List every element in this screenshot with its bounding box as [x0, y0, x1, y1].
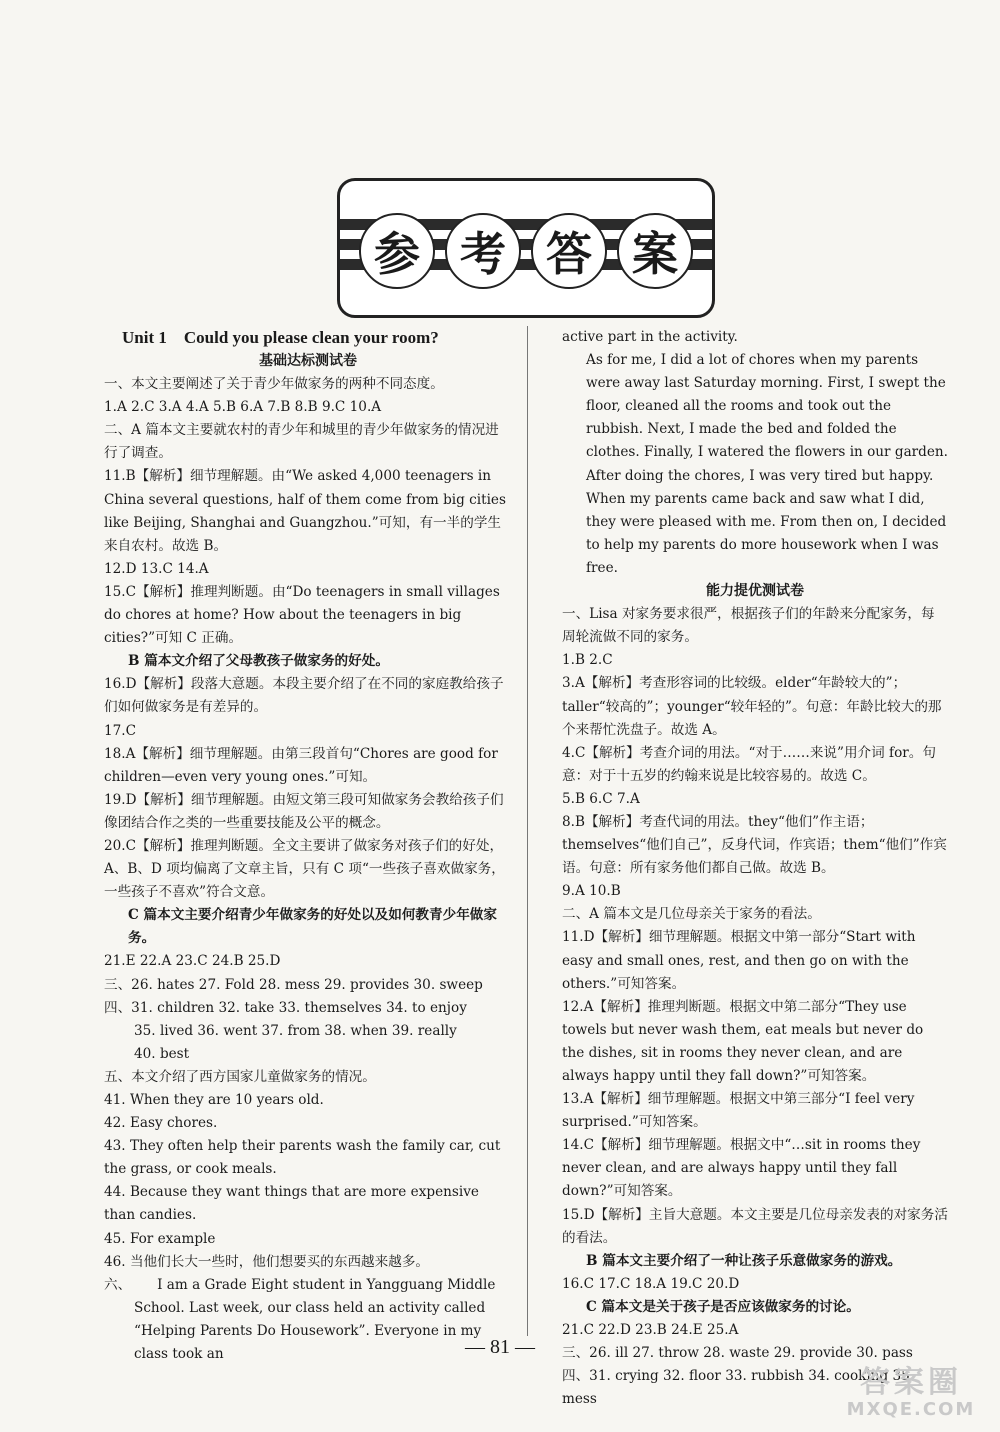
answer-line: 20.C【解析】推理判断题。全文主要讲了做家务对孩子们的好处，A、B、D 项均偏离了文章主旨，只有 C 项“一些孩子喜欢做家务，一些孩子不喜欢”符合文意。 — [104, 837, 505, 901]
banner-char: 案 — [617, 213, 693, 289]
answer-line: 8.B【解析】考查代词的用法。they“他们”作主语；themselves“他们自己”，反身代词，作宾语；them“他们”作宾语。句意：所有家务他们都自己做。故选 B。 — [562, 813, 947, 877]
column-divider — [527, 326, 528, 1336]
answer-line: 二、A 篇本文主要就农村的青少年和城里的青少年做家务的情况进行了调查。 — [104, 422, 499, 462]
answer-line: 五、本文介绍了西方国家儿童做家务的情况。 — [104, 1068, 376, 1085]
banner-char: 答 — [531, 213, 607, 289]
watermark-url: MXQE.COM — [846, 1399, 976, 1420]
answer-line: 四、31. crying 32. floor 33. rubbish 34. cooking 35. mess — [562, 1368, 915, 1408]
answer-line: 46. 当他们长大一些时，他们想要买的东西越来越多。 — [104, 1253, 430, 1270]
left-column — [104, 326, 512, 1366]
answer-line: 三、26. ill 27. throw 28. waste 29. provide 30. pass — [562, 1345, 913, 1362]
answer-line: 14.C【解析】细节理解题。根据文中“…sit in rooms they never clean, and are always happy until they fall down?”可知答案。 — [562, 1137, 921, 1200]
answer-line: 一、Lisa 对家务要求很严，根据孩子们的年龄来分配家务，每周轮流做不同的家务。 — [562, 606, 935, 646]
answer-line: 21.E 22.A 23.C 24.B 25.D — [104, 953, 281, 970]
answer-key-banner — [337, 178, 715, 318]
answer-line: 18.A【解析】细节理解题。由第三段首句“Chores are good for children—even very young ones.”可知。 — [104, 745, 498, 785]
answer-line: 41. When they are 10 years old. — [104, 1092, 324, 1108]
site-watermark — [836, 1366, 986, 1426]
passage-summary: C 篇本文是关于孩子是否应该做家务的讨论。 — [586, 1298, 860, 1315]
essay-line: active part in the activity. — [562, 329, 738, 345]
answer-line: 35. lived 36. went 37. from 38. when 39. really — [134, 1022, 457, 1039]
answer-line: 四、31. children 32. take 33. themselves 34. to enjoy — [104, 999, 467, 1016]
answer-line: 5.B 6.C 7.A — [562, 790, 640, 807]
essay-line: School. Last week, our class held an activity called “Helping Parents Do Housework”. Everyone in my class took an — [134, 1299, 486, 1363]
answer-line: 40. best — [134, 1045, 190, 1062]
answer-line: 15.C【解析】推理判断题。由“Do teenagers in small villages do chores at home? How about the teenagers in big cities?”可知 C 正确。 — [104, 583, 500, 647]
answer-line: 1.B 2.C — [562, 652, 613, 669]
answer-line: 一、本文主要阐述了关于青少年做家务的两种不同态度。 — [104, 376, 444, 393]
banner-char: 参 — [359, 213, 435, 289]
answer-line: 42. Easy chores. — [104, 1115, 218, 1132]
passage-summary: B 篇本文介绍了父母教孩子做家务的好处。 — [128, 653, 389, 670]
essay-paragraph: As for me, I did a lot of chores when my parents were away last Saturday morning. First, I swept the floor, cleaned all the rooms and took out the rubbish. Next, I made the bed and folded the clothes. Finally, I watered the flowers in our garden. After doing the chores, I was very tired but happy. When my parents came back and saw what I did, they were pleased with me. From then on, I decided to help my parents do more housework when I was free. — [586, 352, 948, 576]
answer-line: 16.D【解析】段落大意题。本段主要介绍了在不同的家庭教给孩子们如何做家务是有差异的。 — [104, 676, 504, 716]
passage-summary: C 篇本文主要介绍青少年做家务的好处以及如何教青少年做家务。 — [128, 907, 497, 947]
answer-line: 4.C【解析】考查介词的用法。“对于……来说”用介词 for。句意：对于十五岁的约翰来说是比较容易的。故选 C。 — [562, 744, 936, 784]
answer-line: 17.C — [104, 722, 137, 739]
answer-line: 二、A 篇本文是几位母亲关于家务的看法。 — [562, 906, 821, 923]
section-title: 基础达标测试卷 — [259, 353, 357, 369]
answer-line: 三、26. hates 27. Fold 28. mess 29. provides 30. sweep — [104, 976, 483, 993]
essay-line: 六、 I am a Grade Eight student in Yangguang Middle — [104, 1276, 496, 1293]
answer-line: 9.A 10.B — [562, 883, 621, 900]
passage-summary: B 篇本文主要介绍了一种让孩子乐意做家务的游戏。 — [586, 1252, 902, 1269]
banner-title — [340, 211, 712, 291]
answer-line: 12.D 13.C 14.A — [104, 560, 209, 577]
answer-line: 44. Because they want things that are more expensive than candies. — [104, 1184, 479, 1224]
answer-line: 11.D【解析】细节理解题。根据文中第一部分“Start with easy and small ones, rest, and then go on with the others.”可知答案。 — [562, 929, 916, 992]
answer-line: 15.D【解析】主旨大意题。本文主要是几位母亲发表的对家务活的看法。 — [562, 1206, 948, 1246]
section-title: 能力提优测试卷 — [706, 583, 804, 600]
right-column — [562, 326, 948, 1411]
answer-line: 12.A【解析】推理判断题。根据文中第二部分“They use towels but never wash them, eat meals but never do the dishes, sit in rooms they never clean, and are always happy until they fall down?”可知答案。 — [562, 998, 924, 1084]
answer-line: 11.B【解析】细节理解题。由“We asked 4,000 teenagers in China several questions, half of them come from big cities like Beijing, Shanghai and Guangzhou.”可知，有一半的学生来自农村。故选 B。 — [104, 468, 506, 554]
answer-line: 21.C 22.D 23.B 24.E 25.A — [562, 1322, 739, 1339]
watermark-logo-text: 答案圈 — [860, 1365, 962, 1400]
answer-line: 16.C 17.C 18.A 19.C 20.D — [562, 1275, 740, 1292]
answer-line: 45. For example — [104, 1230, 216, 1247]
answer-line: 43. They often help their parents wash the family car, cut the grass, or cook meals. — [104, 1138, 501, 1178]
page-number: — 81 — — [465, 1336, 535, 1358]
answer-line: 1.A 2.C 3.A 4.A 5.B 6.A 7.B 8.B 9.C 10.A — [104, 399, 382, 416]
answer-line: 3.A【解析】考查形容词的比较级。elder“年龄较大的”；taller“较高的”；younger“较年轻的”。句意：年龄比较大的那个来帮忙洗盘子。故选 A。 — [562, 675, 942, 738]
answer-line: 19.D【解析】细节理解题。由短文第三段可知做家务会教给孩子们像团结合作之类的一些重要技能及公平的概念。 — [104, 791, 504, 831]
unit-title: Unit 1 Could you please clean your room? — [122, 328, 439, 347]
banner-char: 考 — [445, 213, 521, 289]
answer-line: 13.A【解析】细节理解题。根据文中第三部分“I feel very surprised.”可知答案。 — [562, 1091, 915, 1131]
